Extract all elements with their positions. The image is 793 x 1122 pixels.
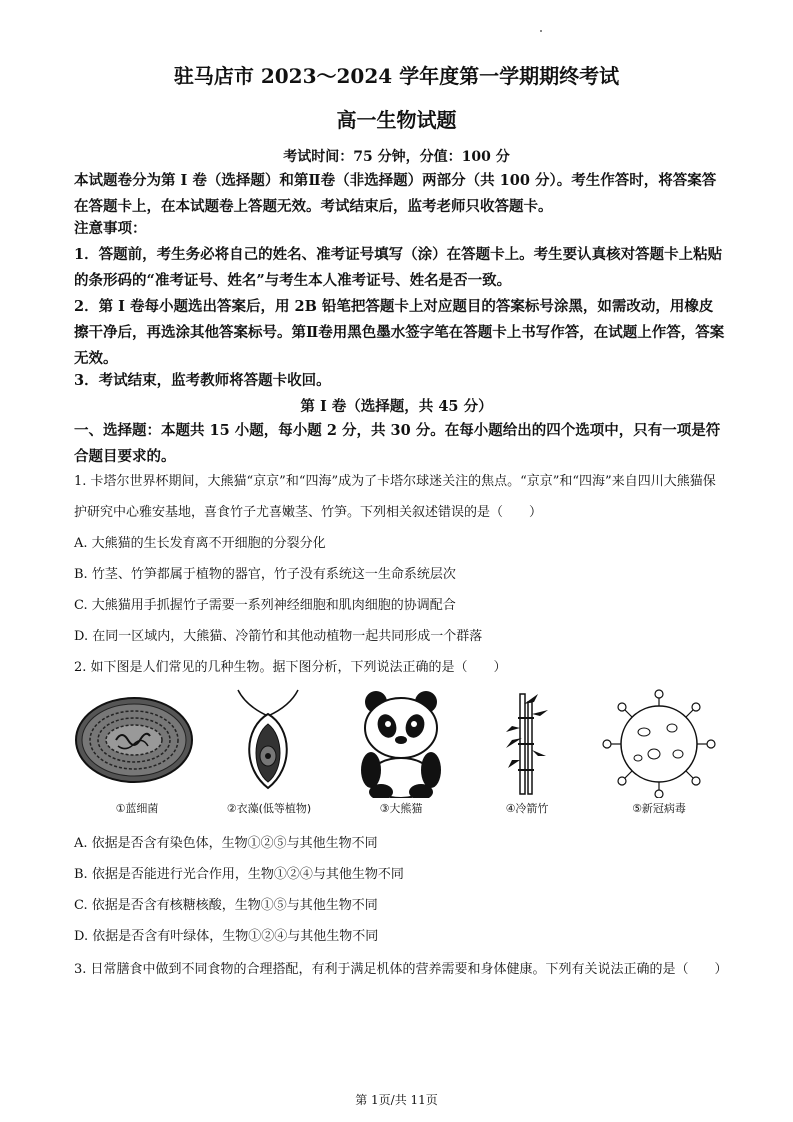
question-1-option-b: B. 竹茎、竹笋都属于植物的器官，竹子没有系统这一生命系统层次 (74, 567, 456, 582)
cyanobacteria-illustration (72, 688, 202, 798)
caption-bamboo: ④冷箭竹 (505, 802, 549, 815)
figure-item-panda (336, 688, 466, 816)
scan-dot (540, 30, 542, 32)
organism-figure (72, 688, 732, 816)
caption-coronavirus: ⑤新冠病毒 (632, 802, 686, 815)
question-2-option-b: B. 依据是否能进行光合作用，生物①②④与其他生物不同 (74, 867, 404, 882)
exam-title: 驻马店市 2023～2024 学年度第一学期期终考试 (173, 64, 620, 88)
notes-heading: 注意事项： (74, 220, 147, 237)
question-2-option-c: C. 依据是否含有核糖核酸，生物①⑤与其他生物不同 (74, 898, 378, 913)
figure-item-coronavirus (594, 688, 724, 816)
note-3: 3．考试结束，监考教师将答题卡收回。 (74, 372, 331, 389)
question-1-option-d: D. 在同一区域内，大熊猫、冷箭竹和其他动植物一起共同形成一个群落 (74, 629, 483, 644)
section1-intro: 一、选择题：本题共 15 小题，每小题 2 分，共 30 分。在每小题给出的四个选项中，只有一项是符合题目要求的。 (74, 422, 721, 465)
exam-meta: 考试时间：75 分钟，分值：100 分 (283, 149, 510, 165)
figure-item-bamboo (462, 688, 592, 816)
question-3-stem: 3. 日常膳食中做到不同食物的合理搭配，有利于满足机体的营养需要和身体健康。下列有关说法正确的是（ ） (74, 962, 728, 977)
coronavirus-illustration (594, 688, 724, 798)
panda-illustration (336, 688, 466, 798)
bamboo-illustration (462, 688, 592, 798)
note-2: 2．第 I 卷每小题选出答案后，用 2B 铅笔把答题卡上对应题目的答案标号涂黑，如需改动，用橡皮擦干净后，再选涂其他答案标号。第Ⅱ卷用黑色墨水签字笔在答题卡上书写作答，在试题上作答，答案无效。 (74, 298, 725, 367)
chlamydomonas-illustration (204, 688, 334, 798)
exam-subtitle: 高一生物试题 (336, 108, 457, 132)
caption-chlamydomonas: ②衣藻(低等植物) (226, 802, 312, 815)
caption-cyanobacteria: ①蓝细菌 (115, 802, 159, 815)
instructions-intro: 本试题卷分为第 I 卷（选择题）和第Ⅱ卷（非选择题）两部分（共 100 分）。考生作答时，将答案答在答题卡上，在本试题卷上答题无效。考试结束后，监考老师只收答题卡。 (74, 172, 717, 215)
question-1-option-a: A. 大熊猫的生长发育离不开细胞的分裂分化 (74, 536, 326, 551)
question-1-option-c: C. 大熊猫用手抓握竹子需要一系列神经细胞和肌肉细胞的协调配合 (74, 598, 456, 613)
question-2-option-d: D. 依据是否含有叶绿体，生物①②④与其他生物不同 (74, 929, 379, 944)
question-2-stem: 2. 如下图是人们常见的几种生物。据下图分析，下列说法正确的是（ ） (74, 660, 507, 675)
caption-panda: ③大熊猫 (379, 802, 423, 815)
page-footer: 第 1页/共 11页 (355, 1093, 438, 1107)
question-1-stem: 1. 卡塔尔世界杯期间，大熊猫“京京”和“四海”成为了卡塔尔球迷关注的焦点。“京京”和“四海”来自四川大熊猫保护研究中心雅安基地，喜食竹子尤喜嫩茎、竹笋。下列相关叙述错误的是（ ） (74, 474, 716, 520)
question-2-option-a: A. 依据是否含有染色体，生物①②⑤与其他生物不同 (74, 836, 378, 851)
figure-item-chlamydomonas (204, 688, 334, 816)
figure-item-cyanobacteria (72, 688, 202, 816)
section1-heading: 第 I 卷（选择题，共 45 分） (300, 398, 493, 415)
note-1: 1．答题前，考生务必将自己的姓名、准考证号填写（涂）在答题卡上。考生要认真核对答题卡上粘贴的条形码的“准考证号、姓名”与考生本人准考证号、姓名是否一致。 (74, 246, 723, 289)
